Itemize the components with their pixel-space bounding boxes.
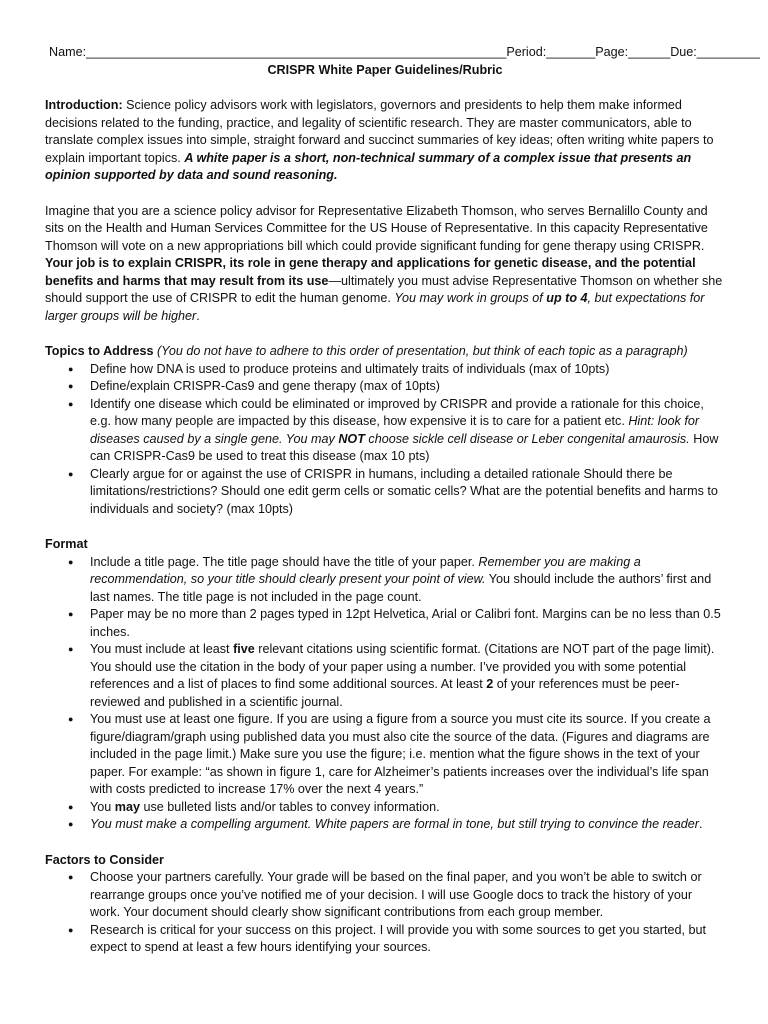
white-paper-definition: A white paper is a short, non-technical summary of a complex issue that presents an opinion supported by data and sound reasoning. — [45, 150, 692, 182]
list-item: ● Clearly argue for or against the use of CRISPR in humans, including a detailed rationale Should there be limitations/restrictions? Should one edit germ cells or somatic cells? What are the potential benefits and harms to individuals and society? (max 10pts) — [90, 466, 725, 519]
topics-heading: Topics to Address — [45, 344, 154, 358]
list-item: ● Identify one disease which could be eliminated or improved by CRISPR and provide a rationale for this choice, e.g. how many people are impacted by this disease, how expensive it is to care for a patient etc. Hint: look for diseases caused by a single gene. You may NOT choose sickle cell disease or Leber congenital amaurosis. How can CRISPR-Cas9 be used to treat this disease (max 10 pts) — [90, 396, 725, 466]
list-item: ● You must use at least one figure. If you are using a figure from a source you must cite its source. If you create a figure/diagram/graph using published data you must also cite the source of the data. (Figures and diagrams are included in the page limit.) Make sure you use the figure; i.e. mention what the figure shows in the text of your paper. For example: “as shown in figure 1, care for Alzheimer’s patients increases over the individual’s life span with costs predicted to increase 17% over the next 4 years.” — [90, 711, 725, 799]
task-statement: Your job is to explain CRISPR, its role in gene therapy and applications for genetic disease, and the potential benefits and harms that may result from its use — [45, 256, 696, 288]
document-title: CRISPR White Paper Guidelines/Rubric — [267, 62, 503, 77]
list-item: ● Include a title page. The title page should have the title of your paper. Remember you are making a recommendation, so your title should clearly present your point of view. You should include the authors’ first and last names. The title page is not included in the page count. — [90, 554, 725, 607]
list-item: ● You must make a compelling argument. White papers are formal in tone, but still trying to convince the reader. — [90, 816, 725, 834]
format-list — [45, 554, 725, 834]
topics-heading-line — [45, 343, 725, 361]
topics-note: (You do not have to adhere to this order of presentation, but think of each topic as a paragraph) — [153, 344, 688, 358]
list-item: ● You must include at least five relevant citations using scientific format. (Citations are NOT part of the page limit). You should use the citation in the body of your paper using a number. I’ve provided you with some potential references and a list of places to find some additional sources. At least 2 of your references must be peer-reviewed and published in a scientific journal. — [90, 641, 725, 711]
factors-heading: Factors to Consider — [45, 852, 164, 867]
list-item: ● Define/explain CRISPR-Cas9 and gene therapy (max of 10pts) — [90, 378, 725, 396]
introduction-text: Science policy advisors work with legislators, governors and presidents to help them make informed decisions related to the funding, practice, and legality of scientific research. They are master communicators, able to translate complex issues into simple, straight forward and succinct summaries of key ideas; often writing white papers to explain important topics. — [45, 98, 714, 165]
topics-list — [45, 361, 725, 519]
scenario-text: Imagine that you are a science policy advisor for Representative Elizabeth Thomson, who serves Bernalillo County and sits on the Health and Human Services Committee for the US House of Representative. In this capacity Representative Thomson will vote on a new appropriations bill which could provide significant funding for gene therapy using CRISPR. — [45, 203, 708, 253]
student-info-line: Name:____________________________________________________________Period:_______Page:______Due:_________ — [49, 45, 760, 59]
list-item: ● Choose your partners carefully. Your grade will be based on the final paper, and you won’t be able to switch or rearrange groups once you’ve notified me of your decision. I will use Google docs to track the history of your work. Your document should clearly show significant contributions from each group member. — [90, 869, 725, 922]
scenario-text-2: —ultimately you must advise Representative Thomson on whether she should support the use of CRISPR to edit the human genome. — [45, 273, 723, 305]
introduction-label: Introduction: — [45, 98, 123, 112]
list-item: ● You may use bulleted lists and/or tables to convey information. — [90, 799, 725, 817]
scenario-paragraph: Imagine that you are a science policy advisor for Representative Elizabeth Thomson, who serves Bernalillo County and sits on the Health and Human Services Committee for the US House of Representative. In this capacity Representative Thomson will vote on a new appropriations bill which could provide significant funding for gene therapy using CRISPR. Your job is to explain CRISPR, its role in gene therapy and applications for genetic disease, and the potential benefits and harms that may result from its use—ultimately you must advise Representative Thomson on whether she should support the use of CRISPR to edit the human genome. You may work in groups of up to 4, but expectations for larger groups will be higher. — [45, 203, 723, 323]
document-page — [45, 44, 760, 957]
list-item: ● Research is critical for your success on this project. I will provide you with some sources to get you started, but expect to spend at least a few hours identifying your sources. — [90, 922, 725, 957]
group-size-note: You may work in groups of up to 4, but expectations for larger groups will be higher — [45, 291, 705, 323]
factors-list — [45, 869, 725, 957]
list-item: ● Paper may be no more than 2 pages typed in 12pt Helvetica, Arial or Calibri font. Margins can be no less than 0.5 inches. — [90, 606, 725, 641]
list-item: ● Define how DNA is used to produce proteins and ultimately traits of individuals (max of 10pts) — [90, 361, 725, 379]
format-heading: Format — [45, 537, 88, 551]
introduction-paragraph — [45, 97, 725, 185]
